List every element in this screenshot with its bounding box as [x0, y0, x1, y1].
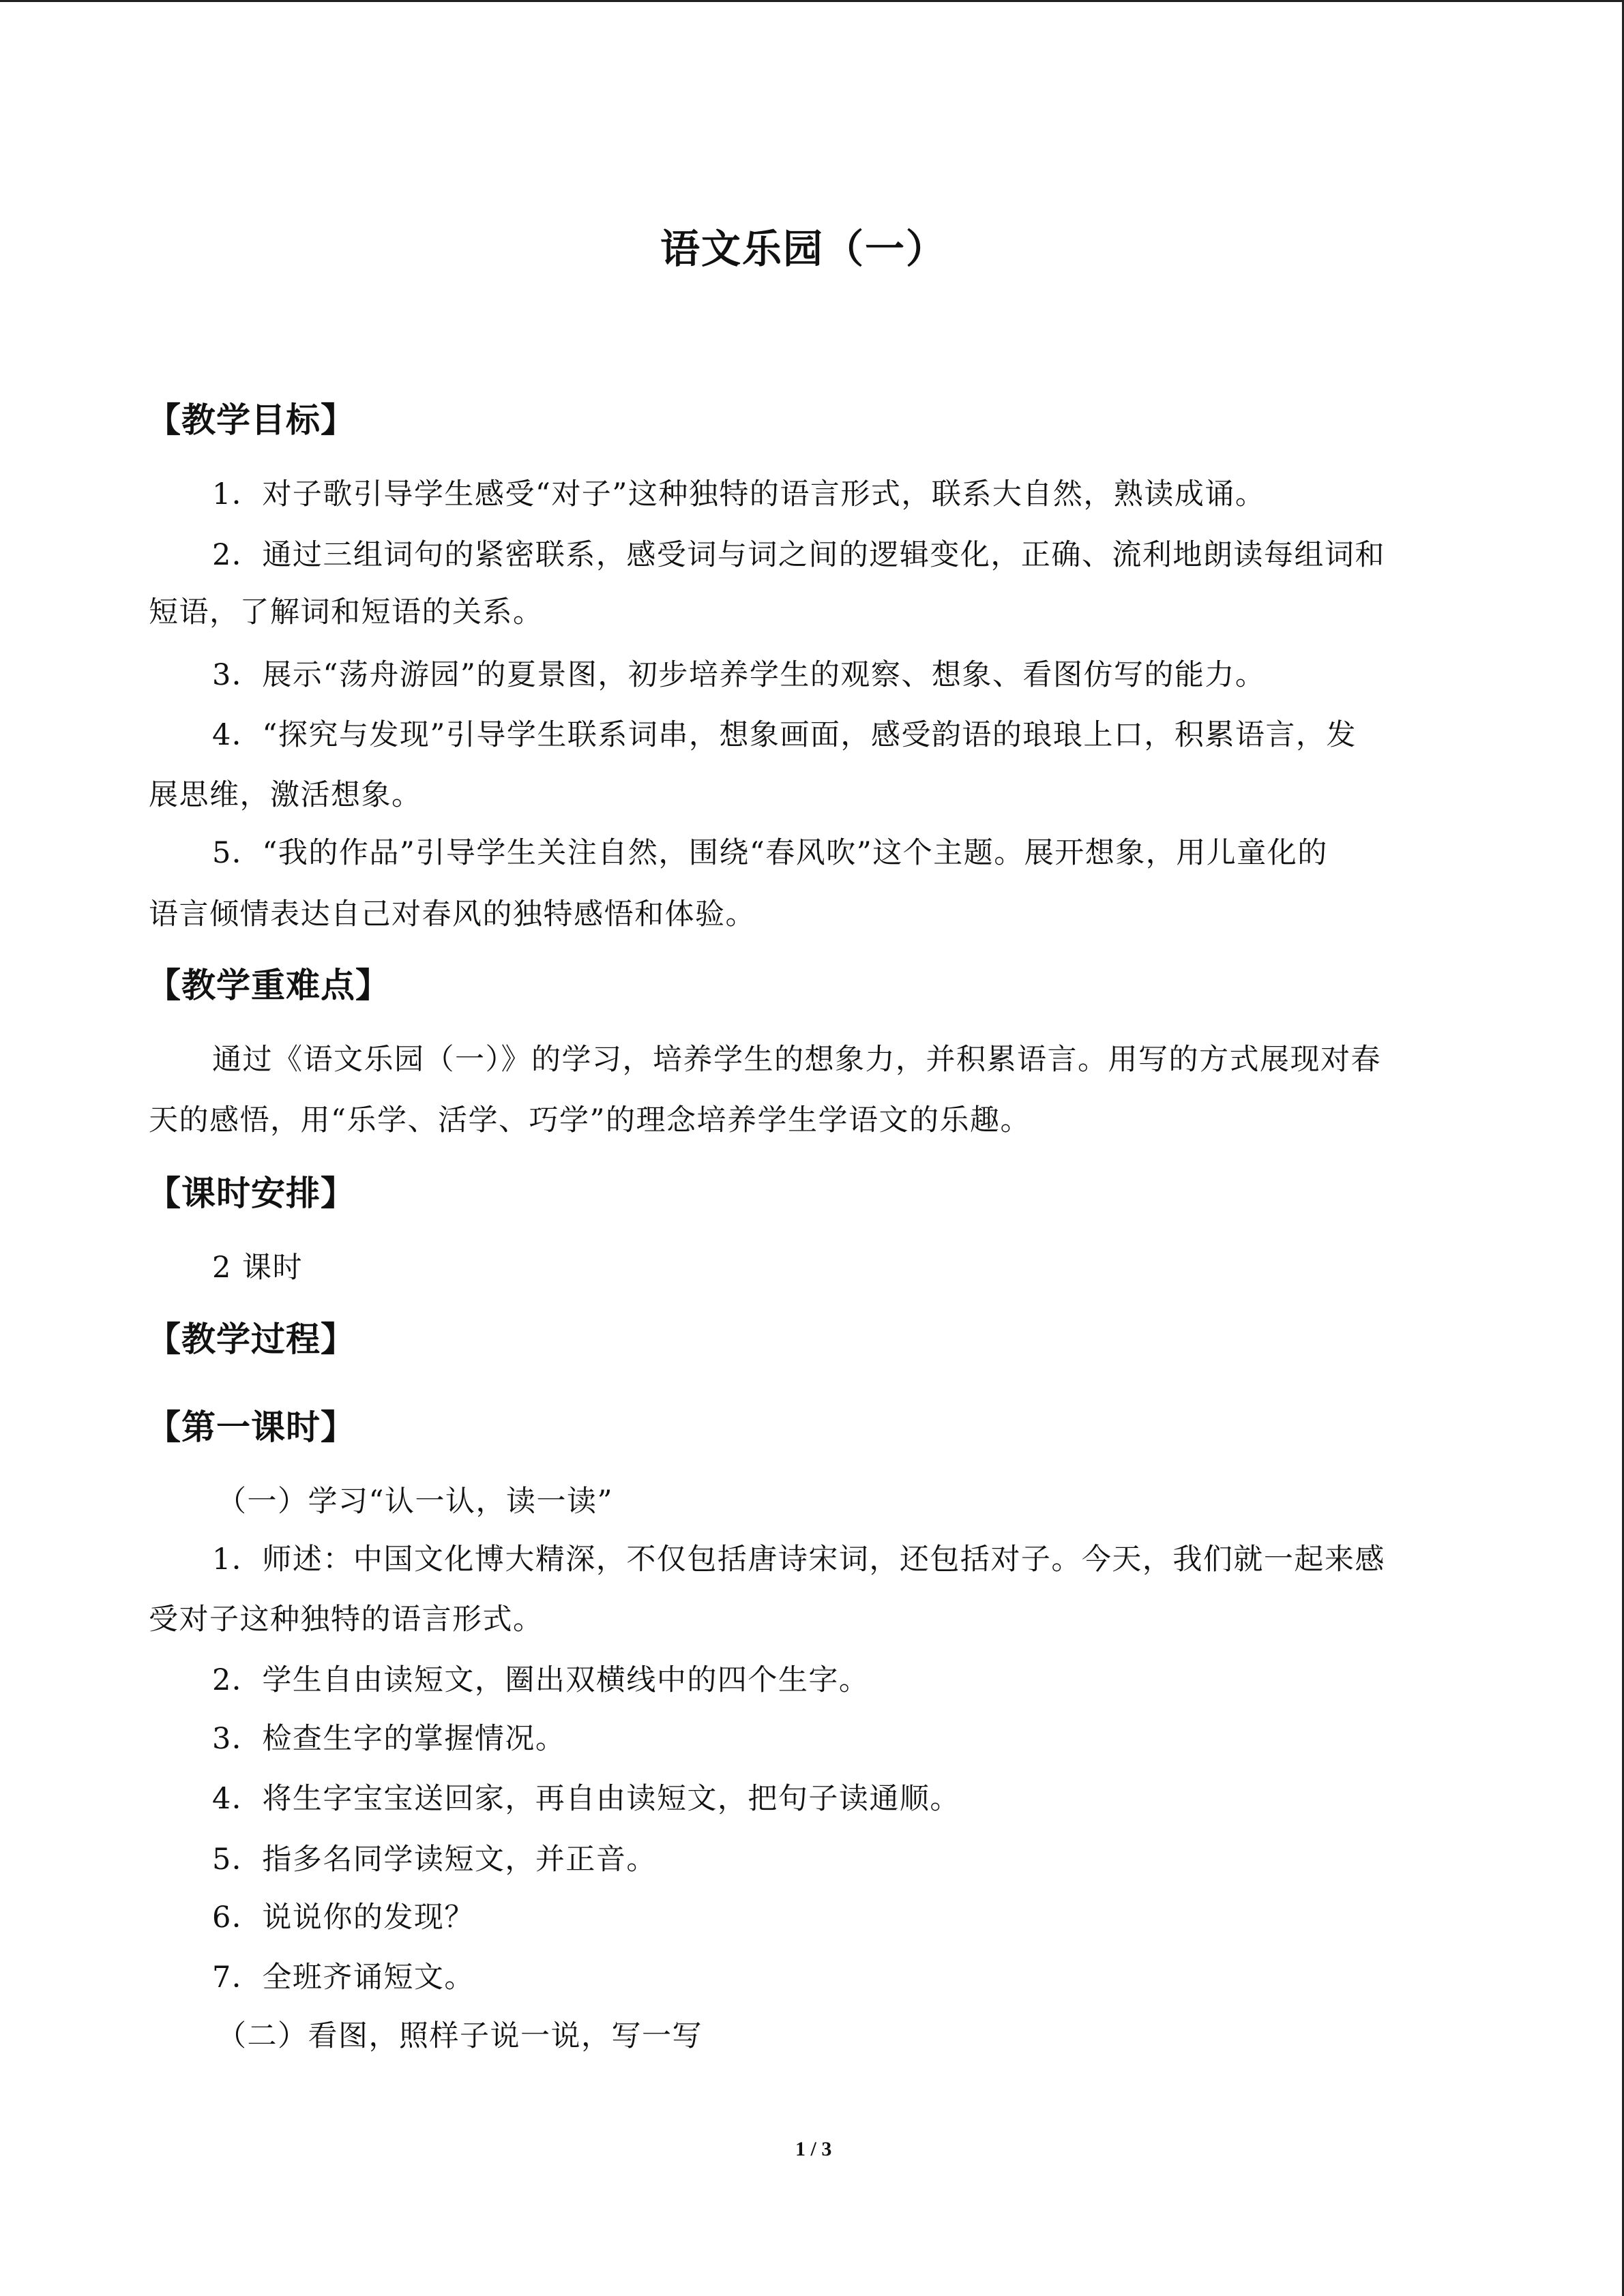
lesson1-item-2: 2．学生自由读短文，圈出双横线中的四个生字。 [212, 1663, 870, 1697]
section-heading-key-points: 【教学重难点】 [147, 965, 390, 1005]
lesson1-part2-title: （二）看图，照样子说一说，写一写 [217, 2019, 703, 2053]
goal-item-3: 3．展示“荡舟游园”的夏景图，初步培养学生的观察、想象、看图仿写的能力。 [212, 658, 1266, 692]
section-heading-lesson-1: 【第一课时】 [147, 1407, 355, 1447]
lesson1-item-7: 7．全班齐诵短文。 [212, 1960, 475, 1995]
key-points-line-2: 天的感悟，用“乐学、活学、巧学”的理念培养学生学语文的乐趣。 [149, 1103, 1031, 1137]
lesson1-item-1-line-1: 1．师述：中国文化博大精深，不仅包括唐诗宋词，还包括对子。今天，我们就一起来感 [212, 1542, 1385, 1577]
goal-item-4-line-2: 展思维，激活想象。 [149, 778, 422, 812]
lesson1-part1-title: （一）学习“认一认，读一读” [217, 1485, 613, 1519]
lesson1-item-3: 3．检查生字的掌握情况。 [212, 1722, 566, 1756]
lesson1-item-5: 5．指多名同学读短文，并正音。 [212, 1843, 657, 1877]
goal-item-2-line-1: 2．通过三组词句的紧密联系，感受词与词之间的逻辑变化，正确、流利地朗读每组词和 [212, 538, 1385, 572]
section-heading-schedule: 【课时安排】 [147, 1173, 355, 1213]
goal-item-5-line-1: 5．“我的作品”引导学生关注自然，围绕“春风吹”这个主题。展开想象，用儿童化的 [212, 836, 1328, 870]
goal-item-5-line-2: 语言倾情表达自己对春风的独特感悟和体验。 [149, 897, 756, 931]
goal-item-4-line-1: 4．“探究与发现”引导学生联系词串，想象画面，感受韵语的琅琅上口，积累语言，发 [212, 718, 1357, 752]
page-number: 1 / 3 [795, 2138, 832, 2160]
lesson1-item-4: 4．将生字宝宝送回家，再自由读短文，把句子读通顺。 [212, 1782, 960, 1816]
lesson1-item-6: 6．说说你的发现？ [212, 1900, 475, 1935]
lesson1-item-1-line-2: 受对子这种独特的语言形式。 [149, 1602, 544, 1637]
section-heading-goals: 【教学目标】 [147, 400, 355, 440]
goal-item-2-line-2: 短语，了解词和短语的关系。 [149, 595, 544, 629]
goal-item-1: 1．对子歌引导学生感受“对子”这种独特的语言形式，联系大自然，熟读成诵。 [212, 477, 1266, 511]
top-border-line [0, 0, 1624, 2]
section-heading-process: 【教学过程】 [147, 1319, 355, 1359]
schedule-text: 2 课时 [212, 1251, 304, 1285]
key-points-line-1: 通过《语文乐园（一）》的学习，培养学生的想象力，并积累语言。用写的方式展现对春 [212, 1043, 1381, 1077]
page-title: 语文乐园（一） [660, 226, 947, 272]
